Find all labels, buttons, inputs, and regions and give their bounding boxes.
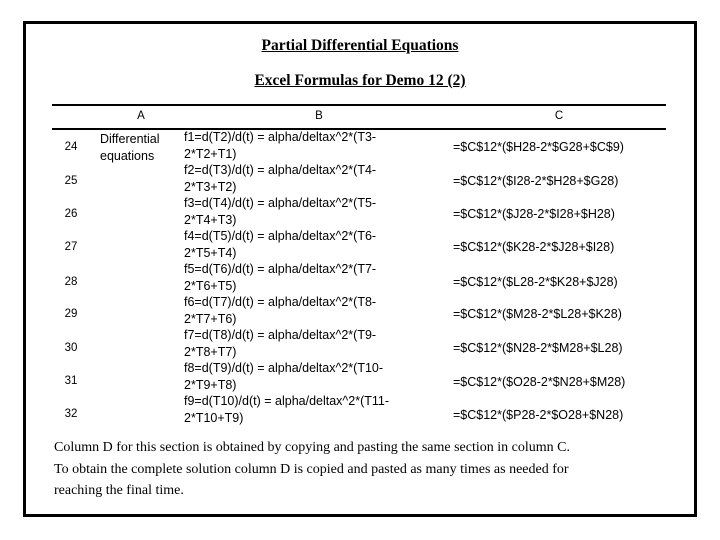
row-header: 31 — [64, 375, 78, 387]
cell-a-line: Differential — [100, 132, 160, 146]
note-line: reaching the final time. — [54, 483, 184, 498]
formula-line: f7=d(T8)/d(t) = alpha/deltax^2*(T9- — [184, 328, 377, 342]
cell-c-formula: =$C$12*($O28-2*$N28+$M28) — [453, 375, 626, 389]
row-header: 32 — [64, 408, 78, 420]
formula-line: 2*T2+T1) — [184, 146, 237, 161]
column-header-a: A — [137, 110, 145, 122]
cell-c-formula: =$C$12*($I28-2*$H28+$G28) — [453, 174, 619, 188]
row-header: 27 — [64, 241, 78, 253]
formula-line: 2*T4+T3) — [184, 212, 237, 227]
formula-line: f2=d(T3)/d(t) = alpha/deltax^2*(T4- — [184, 163, 377, 177]
formula-line: 2*T7+T6) — [184, 311, 237, 326]
note-line: Column D for this section is obtained by copying and pasting the same section in column C. — [54, 440, 570, 455]
cell-a-line: equations — [100, 149, 155, 163]
note-line: To obtain the complete solution column D is copied and pasted as many times as needed for — [54, 461, 569, 477]
formula-line: 2*T9+T8) — [184, 377, 237, 392]
formula-line: 2*T6+T5) — [184, 278, 237, 293]
cell-c-formula: =$C$12*($N28-2*$M28+$L28) — [453, 341, 623, 355]
cell-c-formula: =$C$12*($P28-2*$O28+$N28) — [453, 408, 624, 422]
row-header: 29 — [64, 308, 78, 320]
row-header: 25 — [64, 175, 78, 187]
formula-line: f3=d(T4)/d(t) = alpha/deltax^2*(T5- — [184, 196, 377, 210]
formula-line: f6=d(T7)/d(t) = alpha/deltax^2*(T8- — [184, 295, 377, 309]
formula-line: f9=d(T10)/d(t) = alpha/deltax^2*(T11- — [184, 394, 390, 408]
column-header-b: B — [315, 110, 323, 122]
formula-line: 2*T3+T2) — [184, 179, 237, 194]
formula-line: 2*T8+T7) — [184, 344, 237, 359]
row-header: 26 — [64, 208, 78, 220]
row-header: 28 — [64, 276, 78, 288]
formula-line: 2*T5+T4) — [184, 245, 237, 260]
spreadsheet-table — [52, 104, 666, 434]
cell-c-formula: =$C$12*($L28-2*$K28+$J28) — [453, 275, 618, 289]
row-header: 24 — [64, 141, 78, 153]
row-header: 30 — [64, 342, 78, 354]
cell-c-formula: =$C$12*($J28-2*$I28+$H28) — [453, 207, 615, 221]
formula-line: 2*T10+T9) — [184, 410, 244, 425]
cell-c-formula: =$C$12*($H28-2*$G28+$C$9) — [453, 140, 624, 154]
cell-c-formula: =$C$12*($M28-2*$L28+$K28) — [453, 307, 622, 321]
column-b-formulas — [184, 129, 452, 426]
formula-line: f8=d(T9)/d(t) = alpha/deltax^2*(T10- — [184, 361, 384, 375]
explanation-note — [54, 437, 674, 502]
cell-a24-label — [100, 131, 180, 165]
formula-line: f5=d(T6)/d(t) = alpha/deltax^2*(T7- — [184, 262, 377, 276]
formula-line: f1=d(T2)/d(t) = alpha/deltax^2*(T3- — [184, 130, 377, 144]
cell-c-formula: =$C$12*($K28-2*$J28+$I28) — [453, 240, 615, 254]
formula-line: f4=d(T5)/d(t) = alpha/deltax^2*(T6- — [184, 229, 377, 243]
column-header-c: C — [554, 110, 564, 122]
slide-subtitle: Excel Formulas for Demo 12 (2) — [254, 72, 466, 89]
slide-title: Partial Differential Equations — [261, 37, 459, 54]
